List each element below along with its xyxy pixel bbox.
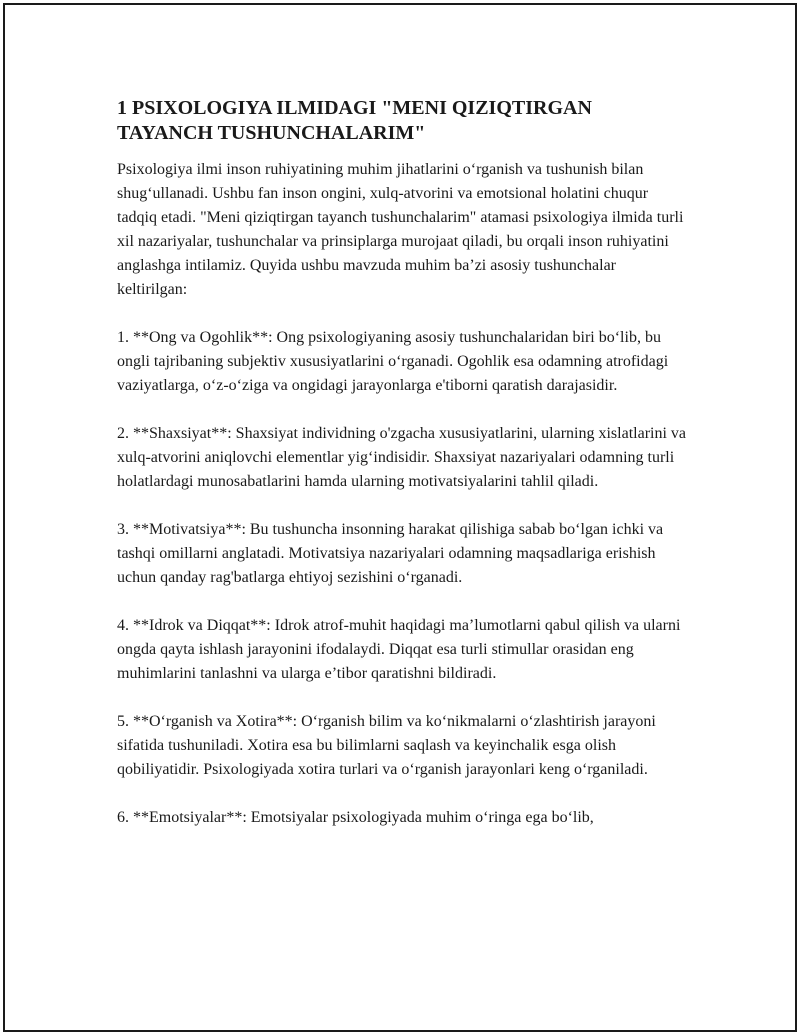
paragraph-shaxsiyat: 2. **Shaxsiyat**: Shaxsiyat individning o'zgacha xususiyatlarini, ularning xislatlarini va xulq-atvorini aniqlovchi elementlar yig‘indisidir. Shaxsiyat nazariyalari odamning turli holatlardagi munosabatlarini hamda ularning motivatsiyalarini tahlil qiladi. bbox=[117, 425, 687, 490]
paragraph-organish-va-xotira: 5. **O‘rganish va Xotira**: O‘rganish bilim va ko‘nikmalarni o‘zlashtirish jarayoni sifatida tushuniladi. Xotira esa bu bilimlarni saqlash va keyinchalik esga olish qobiliyatidir. Psixologiyada xotira turlari va o‘rganish jarayonlari keng o‘rganiladi. bbox=[117, 713, 656, 778]
paragraph-idrok-va-diqqat: 4. **Idrok va Diqqat**: Idrok atrof-muhit haqidagi ma’lumotlarni qabul qilish va ularni ongda qayta ishlash jarayonini ifodalaydi. Diqqat esa turli stimullar orasidan eng muhimlarini tanlashni va ularga e’tibor qaratishni bildiradi. bbox=[117, 617, 681, 682]
intro-paragraph: Psixologiya ilmi inson ruhiyatining muhim jihatlarini o‘rganish va tushunish bilan shug‘ullanadi. Ushbu fan inson ongini, xulq-atvorini va emotsional holatini chuqur tadqiq etadi. "Meni qiziqtirgan tayanch tushunchalarim" atamasi psixologiya ilmida turli xil nazariyalar, tushunchalar va prinsiplarga murojaat qiladi, bu orqali inson ruhiyatini anglashga intilamiz. Quyida ushbu mavzuda muhim ba’zi asosiy tushunchalar keltirilgan: bbox=[117, 161, 684, 298]
document-title: 1 PSIXOLOGIYA ILMIDAGI "MENI QIZIQTIRGAN TAYANCH TUSHUNCHALARIM" bbox=[117, 97, 592, 144]
paragraph-emotsiyalar: 6. **Emotsiyalar**: Emotsiyalar psixologiyada muhim o‘ringa ega bo‘lib, bbox=[117, 809, 594, 826]
paragraph-ong-va-ogohlik: 1. **Ong va Ogohlik**: Ong psixologiyaning asosiy tushunchalaridan biri bo‘lib, bu ongli tajribaning subjektiv xususiyatlarini o‘rganadi. Ogohlik esa odamning atrofidagi vaziyatlarga, o‘z-o‘ziga va ongidagi jarayonlarga e'tiborni qaratish darajasidir. bbox=[117, 329, 669, 394]
paragraph-motivatsiya: 3. **Motivatsiya**: Bu tushuncha insonning harakat qilishiga sabab bo‘lgan ichki va tashqi omillarni anglatadi. Motivatsiya nazariyalari odamning maqsadlariga erishish uchun qanday rag'batlarga ehtiyoj sezishini o‘rganadi. bbox=[117, 521, 664, 586]
document-body bbox=[117, 96, 687, 854]
